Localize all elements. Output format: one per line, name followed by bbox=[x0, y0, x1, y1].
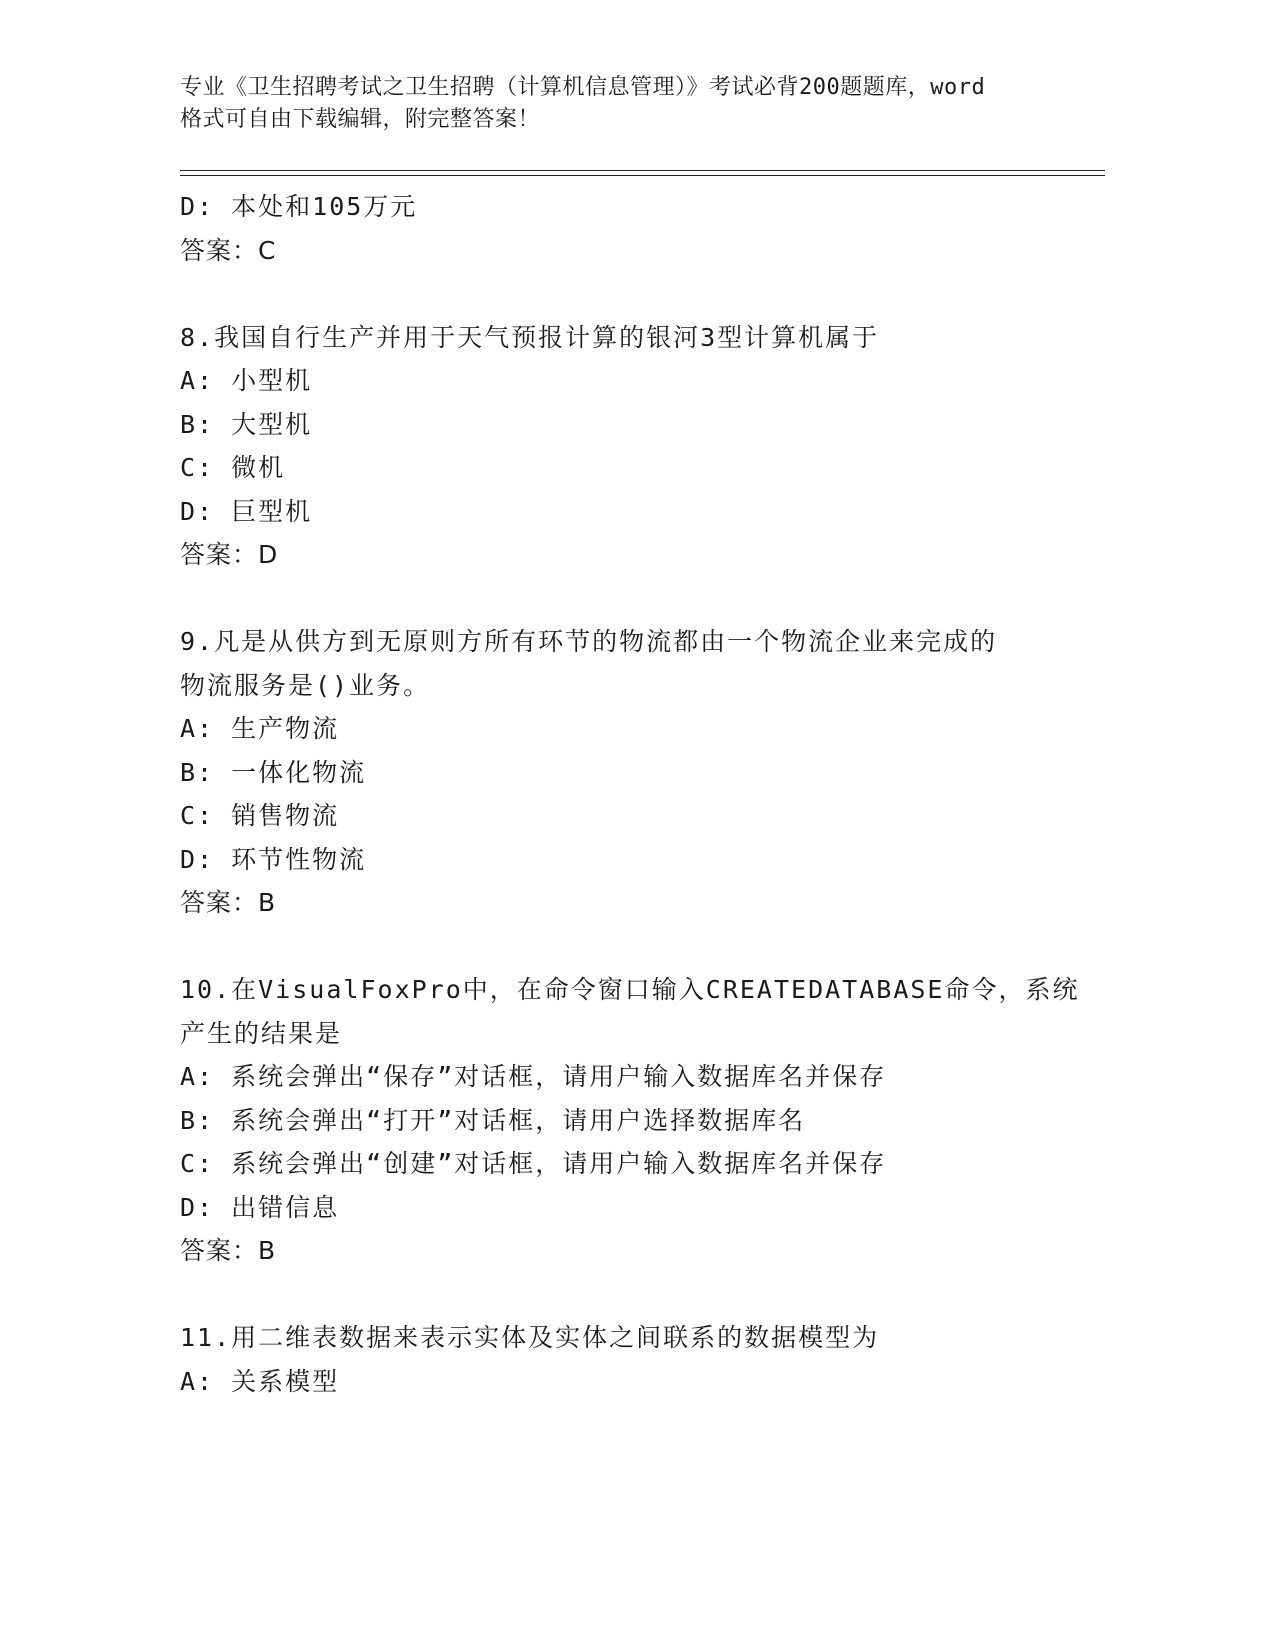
question-list bbox=[180, 185, 1110, 1403]
question-11 bbox=[180, 1316, 1110, 1403]
option-b: B: 系统会弹出“打开”对话框，请用户选择数据库名 bbox=[180, 1105, 806, 1135]
option-d: D: 环节性物流 bbox=[180, 844, 367, 874]
question-stem-line-1: 9.凡是从供方到无原则方所有环节的物流都由一个物流企业来完成的 bbox=[180, 627, 998, 656]
option-c: C: 销售物流 bbox=[180, 801, 340, 830]
question-8 bbox=[180, 316, 1110, 577]
question-stem-line-2: 物流服务是()业务。 bbox=[180, 670, 431, 700]
option-b: B: 大型机 bbox=[180, 409, 313, 439]
document-header bbox=[180, 72, 1080, 136]
header-line-2: 格式可自由下载编辑，附完整答案！ bbox=[180, 107, 541, 132]
answer-label: 答案：C bbox=[180, 235, 277, 265]
option-c: C: 微机 bbox=[180, 453, 286, 482]
question-7-tail bbox=[180, 185, 1110, 272]
answer-label: 答案：D bbox=[180, 540, 279, 569]
answer-label: 答案：B bbox=[180, 1236, 277, 1265]
answer-label: 答案：B bbox=[180, 888, 277, 917]
header-line-1: 专业《卫生招聘考试之卫生招聘（计算机信息管理）》考试必背200题题库，word bbox=[180, 75, 986, 100]
option-d: D: 出错信息 bbox=[180, 1192, 340, 1222]
header-divider-bottom bbox=[180, 175, 1105, 176]
option-d: D: 巨型机 bbox=[180, 496, 313, 526]
option-a: A: 生产物流 bbox=[180, 714, 340, 743]
option-a: A: 关系模型 bbox=[180, 1366, 340, 1396]
question-stem: 11.用二维表数据来表示实体及实体之间联系的数据模型为 bbox=[180, 1323, 880, 1352]
option-d: D: 本处和105万元 bbox=[180, 192, 418, 221]
question-stem: 8.我国自行生产并用于天气预报计算的银河3型计算机属于 bbox=[180, 322, 880, 352]
question-stem-line-1: 10.在VisualFoxPro中，在命令窗口输入CREATEDATABASE命令，系统 bbox=[180, 975, 1080, 1004]
option-a: A: 小型机 bbox=[180, 366, 313, 395]
option-c: C: 系统会弹出“创建”对话框，请用户输入数据库名并保存 bbox=[180, 1149, 887, 1178]
question-10 bbox=[180, 968, 1110, 1273]
header-divider-top bbox=[180, 170, 1105, 171]
option-b: B: 一体化物流 bbox=[180, 757, 367, 787]
option-a: A: 系统会弹出“保存”对话框，请用户输入数据库名并保存 bbox=[180, 1062, 887, 1091]
question-9 bbox=[180, 620, 1110, 925]
question-stem-line-2: 产生的结果是 bbox=[180, 1018, 343, 1048]
